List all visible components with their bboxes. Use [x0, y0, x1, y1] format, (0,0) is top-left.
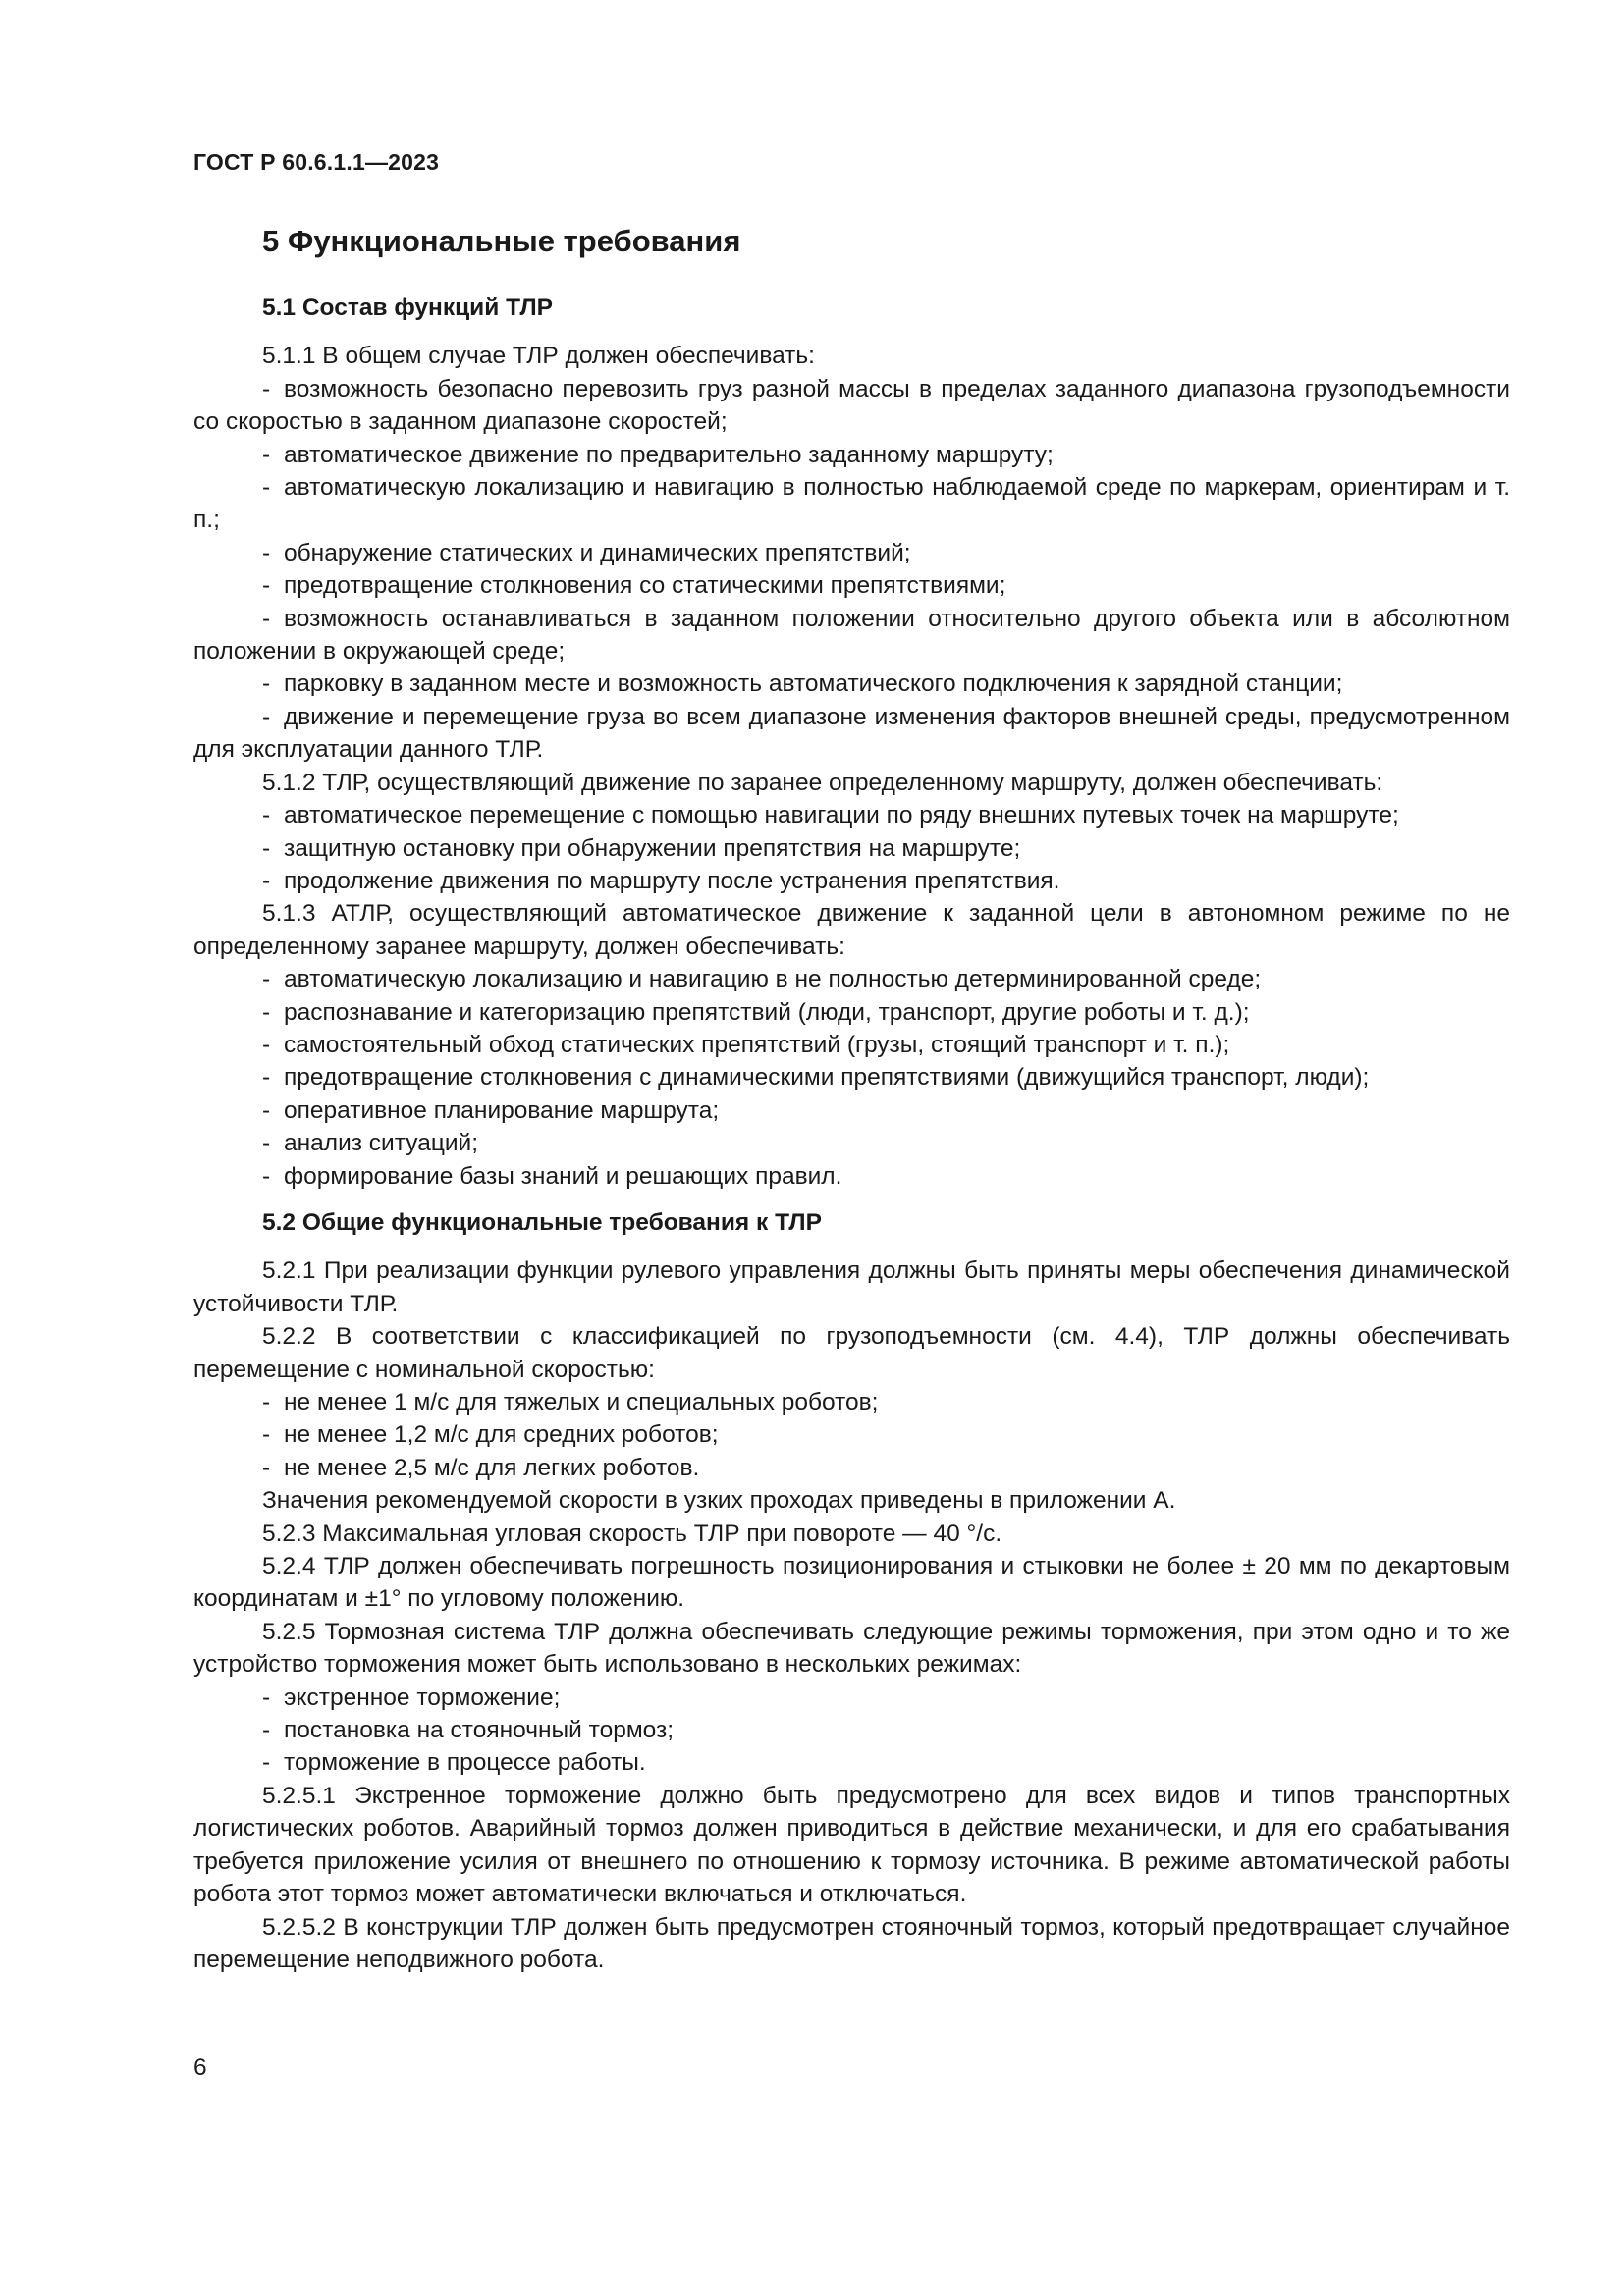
paragraph-speed-note: Значения рекомендуемой скорости в узких проходах приведены в приложении А. — [262, 1487, 1176, 1515]
list-item: - анализ ситуаций; — [262, 1130, 479, 1157]
list-item: - обнаружение статических и динамических препятствий; — [262, 539, 911, 566]
list-item: - автоматическую локализацию и навигацию в не полностью детерминированной среде; — [262, 966, 1262, 993]
list-item: - самостоятельный обход статических препятствий (грузы, стоящий транспорт и т. п.); — [262, 1031, 1230, 1058]
list-item: - оперативное планирование маршрута; — [262, 1096, 720, 1124]
paragraph-5-2-4: 5.2.4 ТЛР должен обеспечивать погрешность позиционирования и стыковки не более ± 20 мм по декартовым координатам и ±1° по угловому положению. — [193, 1553, 1510, 1613]
list-item: - формирование базы знаний и решающих правил. — [262, 1162, 842, 1190]
document-body — [193, 222, 1510, 1976]
list-item: - защитную остановку при обнаружении препятствия на маршруте; — [262, 834, 1021, 862]
list-item: - автоматическое движение по предварительно заданному маршруту; — [262, 441, 1054, 468]
list-5-1-1 — [193, 373, 1510, 767]
list-item: - движение и перемещение груза во всем диапазоне изменения факторов внешней среды, предусмотренном для эксплуатации данного ТЛР. — [193, 703, 1510, 764]
list-item: - возможность останавливаться в заданном положении относительно другого объекта или в абсолютном положении в окружающей среде; — [193, 605, 1510, 666]
list-5-2-2 — [193, 1386, 1510, 1484]
list-item: - предотвращение столкновения со статическими препятствиями; — [262, 572, 1006, 600]
paragraph-5-2-2: 5.2.2 В соответствии с классификацией по грузоподъемности (см. 4.4), ТЛР должны обеспечивать перемещение с номинальной скоростью: — [193, 1323, 1510, 1383]
document-header: ГОСТ Р 60.6.1.1—2023 — [193, 149, 440, 175]
subsection-title-5-2: 5.2 Общие функциональные требования к ТЛР — [262, 1208, 822, 1236]
list-item: - предотвращение столкновения с динамическими препятствиями (движущийся транспорт, люди); — [262, 1064, 1370, 1092]
list-item: - торможение в процессе работы. — [262, 1749, 646, 1777]
list-item: - парковку в заданном месте и возможность автоматического подключения к зарядной станции; — [262, 670, 1343, 698]
paragraph-5-1-3: 5.1.3 АТЛР, осуществляющий автоматическое движение к заданной цели в автономном режиме по не определенному заранее маршруту, должен обеспечивать: — [193, 900, 1510, 960]
page-number: 6 — [193, 2055, 207, 2081]
list-item: - автоматическое перемещение с помощью навигации по ряду внешних путевых точек на маршруте; — [262, 802, 1399, 829]
list-item: - возможность безопасно перевозить груз разной массы в пределах заданного диапазона грузоподъемности со скоростью в заданном диапазоне скоростей; — [193, 375, 1510, 436]
paragraph-5-2-5-1: 5.2.5.1 Экстренное торможение должно быть предусмотрено для всех видов и типов транспортных логистических роботов. Аварийный тормоз должен приводиться в действие механически, и для его срабатывания требуется приложение усилия от внешнего по отношению к тормозу источника. В режиме автоматической работы робота этот тормоз может автоматически включаться и отключаться. — [193, 1782, 1510, 1908]
list-item: - автоматическую локализацию и навигацию в полностью наблюдаемой среде по маркерам, ориентирам и т. п.; — [193, 474, 1510, 534]
list-item: - не менее 2,5 м/с для легких роботов. — [262, 1454, 700, 1481]
list-item: - постановка на стояночный тормоз; — [262, 1717, 675, 1744]
subsection-title-5-1: 5.1 Состав функций ТЛР — [262, 294, 553, 321]
paragraph-5-2-1: 5.2.1 При реализации функции рулевого управления должны быть приняты меры обеспечения динамической устойчивости ТЛР. — [193, 1257, 1510, 1317]
list-item: - не менее 1,2 м/с для средних роботов; — [262, 1421, 719, 1449]
paragraph-5-1-2: 5.1.2 ТЛР, осуществляющий движение по заранее определенному маршруту, должен обеспечивать: — [262, 769, 1383, 796]
list-item: - распознавание и категоризацию препятствий (люди, транспорт, другие роботы и т. д.); — [262, 998, 1250, 1026]
paragraph-5-2-5-2: 5.2.5.2 В конструкции ТЛР должен быть предусмотрен стояночный тормоз, который предотвращает случайное перемещение неподвижного робота. — [193, 1913, 1510, 1973]
section-title: 5 Функциональные требования — [262, 224, 741, 258]
paragraph-5-2-3: 5.2.3 Максимальная угловая скорость ТЛР при повороте — 40 °/с. — [262, 1520, 1002, 1547]
list-item: - продолжение движения по маршруту после устранения препятствия. — [262, 867, 1060, 894]
list-item: - экстренное торможение; — [262, 1683, 561, 1711]
list-5-1-3 — [193, 963, 1510, 1193]
list-item: - не менее 1 м/с для тяжелых и специальных роботов; — [262, 1389, 879, 1415]
list-5-1-2 — [193, 799, 1510, 897]
list-5-2-5 — [193, 1682, 1510, 1780]
paragraph-5-2-5: 5.2.5 Тормозная система ТЛР должна обеспечивать следующие режимы торможения, при этом одно и то же устройство торможения может быть использовано в нескольких режимах: — [193, 1618, 1510, 1679]
paragraph-5-1-1: 5.1.1 В общем случае ТЛР должен обеспечивать: — [262, 343, 815, 370]
